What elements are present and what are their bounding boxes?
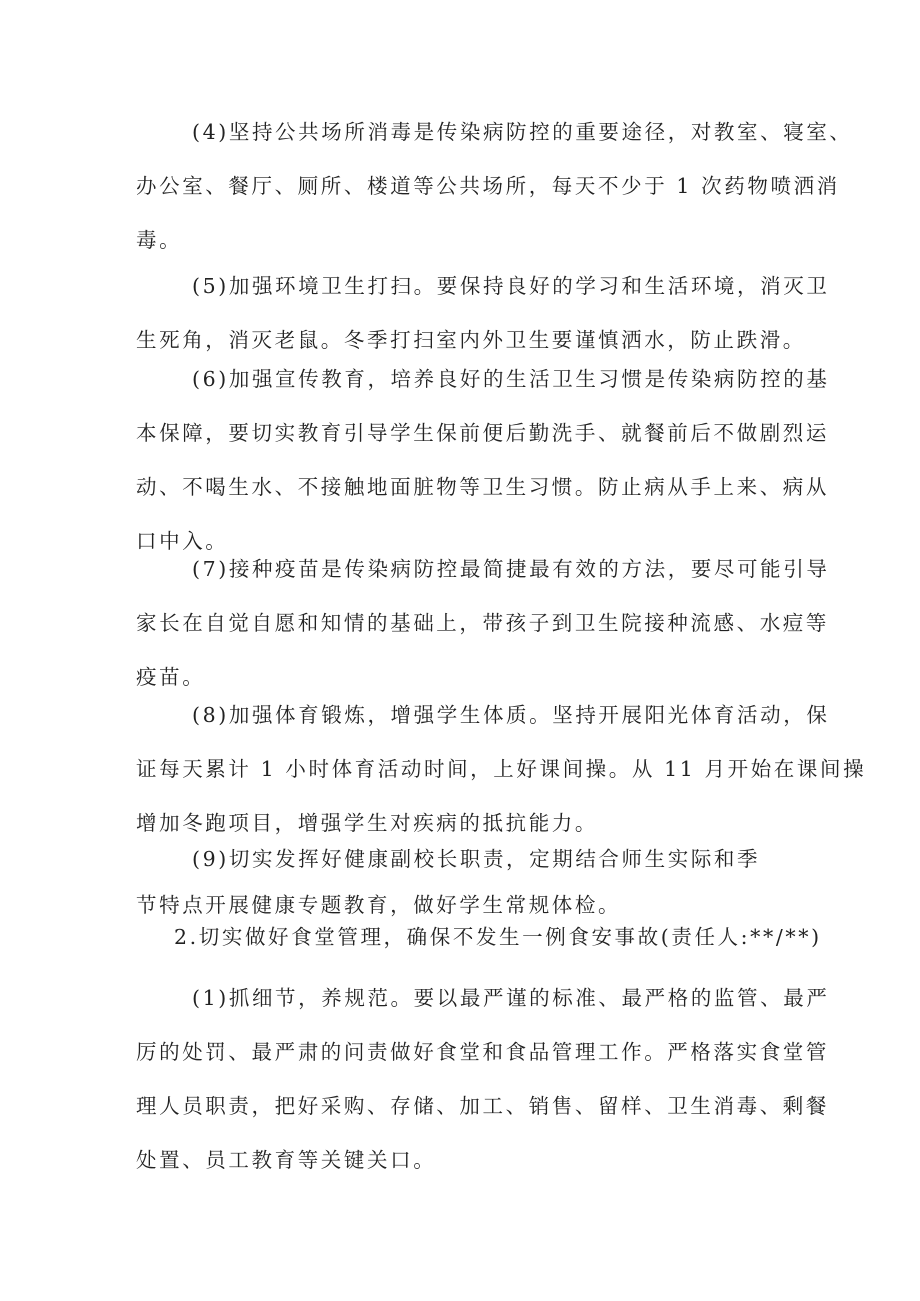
paragraph-5 xyxy=(136,259,830,367)
paragraph-9 xyxy=(136,832,796,886)
paragraph-line: 疫苗。 xyxy=(136,665,206,689)
section-2-heading xyxy=(136,915,822,959)
paragraph-line: (1)抓细节，养规范。要以最严谨的标准、最严格的监管、最严 xyxy=(192,986,830,1010)
paragraph-line: 口中入。 xyxy=(136,529,229,553)
paragraph-line: 增加冬跑项目，增强学生对疾病的抵抗能力。 xyxy=(136,811,598,835)
paragraph-line: (4)坚持公共场所消毒是传染病防控的重要途径，对教室、寝室、 xyxy=(192,120,853,144)
paragraph-4 xyxy=(136,105,853,267)
paragraph-6 xyxy=(136,352,830,568)
paragraph-line: 本保障，要切实教育引导学生保前便后勤洗手、就餐前后不做剧烈运 xyxy=(136,421,829,445)
paragraph-line: 毒。 xyxy=(136,228,183,252)
paragraph-line: 办公室、餐厅、厕所、楼道等公共场所，每天不少于 1 次药物喷洒消 xyxy=(136,174,840,198)
paragraph-line: 证每天累计 1 小时体育活动时间，上好课间操。从 11 月开始在课间操 xyxy=(136,757,867,781)
paragraph-line: 理人员职责，把好采购、存储、加工、销售、留样、卫生消毒、剩餐 xyxy=(136,1094,829,1118)
paragraph-line: 处置、员工教育等关键关口。 xyxy=(136,1148,437,1172)
paragraph-line: (6)加强宣传教育，培养良好的生活卫生习惯是传染病防控的基 xyxy=(192,367,830,391)
paragraph-line: (5)加强环境卫生打扫。要保持良好的学习和生活环境，消灭卫 xyxy=(192,274,830,298)
section-2-paragraph-1 xyxy=(136,971,830,1187)
paragraph-line: 节特点开展健康专题教育，做好学生常规体检。 xyxy=(136,893,622,917)
paragraph-7 xyxy=(136,542,830,704)
paragraph-line: 家长在自觉自愿和知情的基础上，带孩子到卫生院接种流感、水痘等 xyxy=(136,611,829,635)
paragraph-line: (7)接种疫苗是传染病防控最简捷最有效的方法，要尽可能引导 xyxy=(192,557,830,581)
section-heading-line: 2.切实做好食堂管理，确保不发生一例食安事故(责任人:**/**) xyxy=(174,925,822,949)
paragraph-line: (9)切实发挥好健康副校长职责，定期结合师生实际和季 xyxy=(192,847,761,871)
paragraph-line: 厉的处罚、最严肃的问责做好食堂和食品管理工作。严格落实食堂管 xyxy=(136,1040,829,1064)
paragraph-8 xyxy=(136,688,867,850)
paragraph-line: 生死角，消灭老鼠。冬季打扫室内外卫生要谨慎洒水，防止跌滑。 xyxy=(136,328,806,352)
paragraph-line: (8)加强体育锻炼，增强学生体质。坚持开展阳光体育活动，保 xyxy=(192,703,830,727)
paragraph-line: 动、不喝生水、不接触地面脏物等卫生习惯。防止病从手上来、病从 xyxy=(136,475,829,499)
